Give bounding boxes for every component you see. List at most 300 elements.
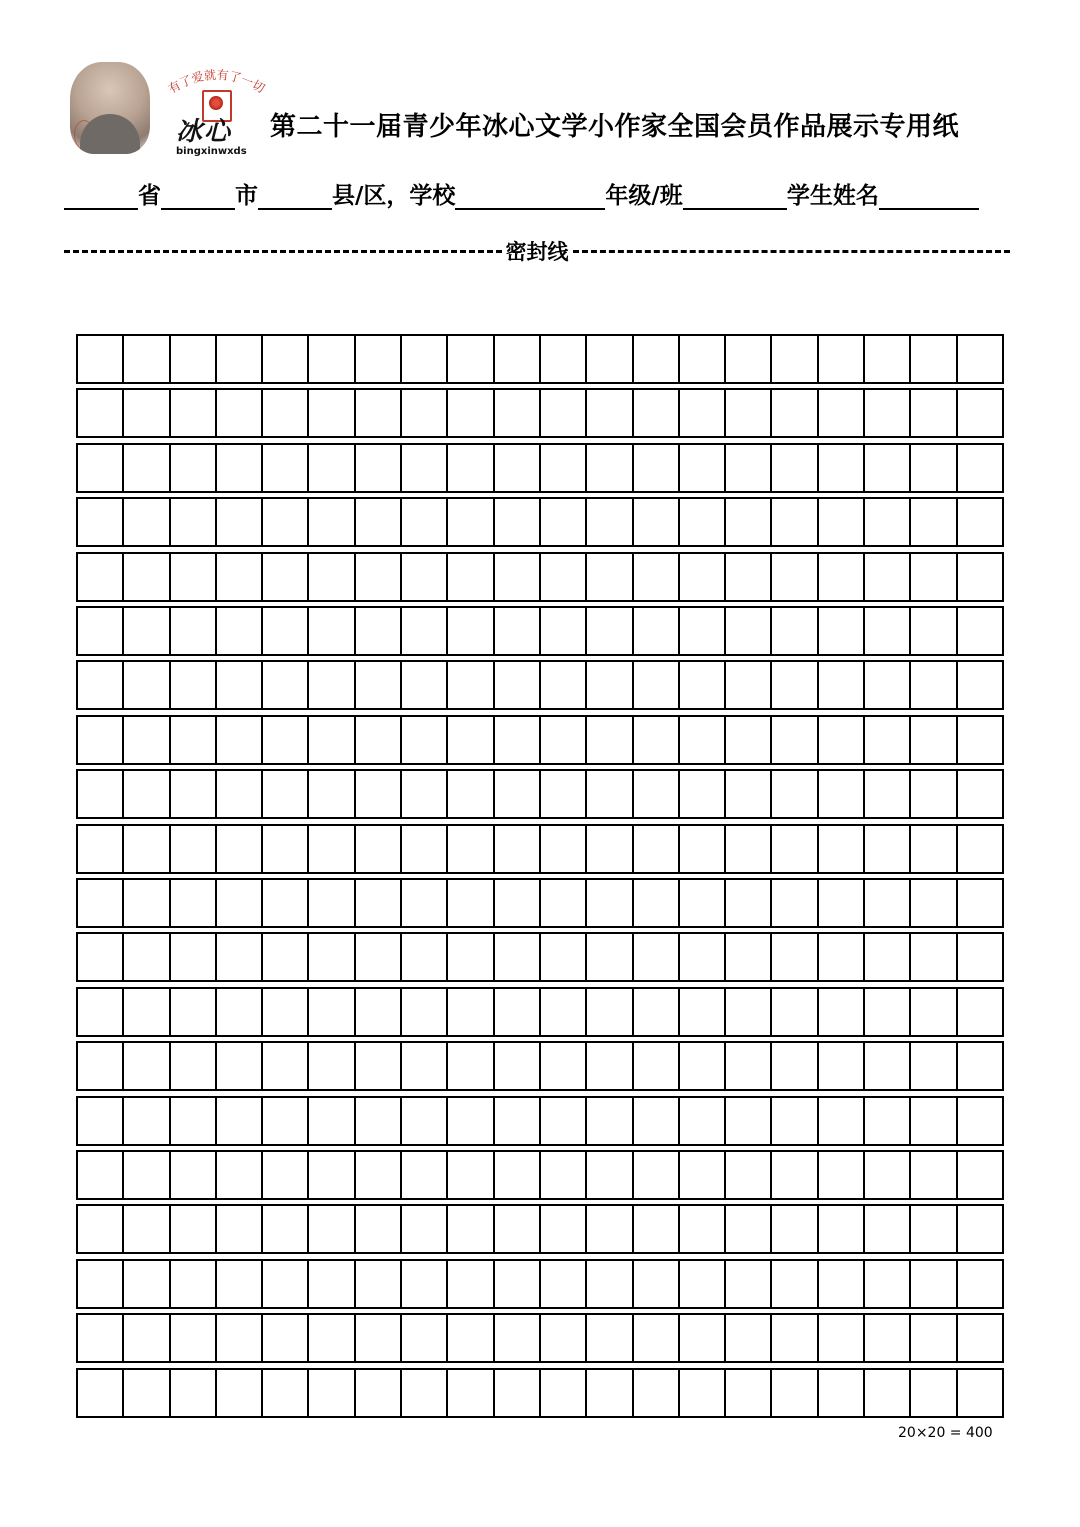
grid-cell[interactable] <box>356 771 402 817</box>
grid-cell[interactable] <box>309 1098 355 1144</box>
grid-cell[interactable] <box>958 1315 1002 1361</box>
grid-cell[interactable] <box>402 1043 448 1089</box>
grid-cell[interactable] <box>448 826 494 872</box>
grid-cell[interactable] <box>309 1261 355 1307</box>
grid-cell[interactable] <box>356 826 402 872</box>
grid-cell[interactable] <box>309 1370 355 1416</box>
grid-cell[interactable] <box>634 662 680 708</box>
grid-cell[interactable] <box>819 499 865 545</box>
grid-cell[interactable] <box>911 1261 957 1307</box>
grid-cell[interactable] <box>78 499 124 545</box>
grid-cell[interactable] <box>772 1315 818 1361</box>
grid-cell[interactable] <box>263 771 309 817</box>
grid-cell[interactable] <box>171 880 217 926</box>
grid-cell[interactable] <box>587 717 633 763</box>
grid-cell[interactable] <box>448 336 494 382</box>
grid-cell[interactable] <box>726 1043 772 1089</box>
grid-cell[interactable] <box>772 1261 818 1307</box>
grid-cell[interactable] <box>680 390 726 436</box>
grid-cell[interactable] <box>541 1152 587 1198</box>
grid-cell[interactable] <box>309 554 355 600</box>
grid-cell[interactable] <box>448 1043 494 1089</box>
grid-cell[interactable] <box>541 608 587 654</box>
grid-cell[interactable] <box>541 336 587 382</box>
grid-cell[interactable] <box>263 717 309 763</box>
grid-cell[interactable] <box>171 771 217 817</box>
grid-cell[interactable] <box>263 826 309 872</box>
grid-cell[interactable] <box>726 771 772 817</box>
grid-cell[interactable] <box>772 445 818 491</box>
grid-cell[interactable] <box>680 880 726 926</box>
grid-cell[interactable] <box>819 445 865 491</box>
grid-cell[interactable] <box>171 1370 217 1416</box>
grid-cell[interactable] <box>217 1315 263 1361</box>
grid-cell[interactable] <box>495 554 541 600</box>
grid-cell[interactable] <box>634 1261 680 1307</box>
grid-cell[interactable] <box>819 717 865 763</box>
grid-cell[interactable] <box>958 554 1002 600</box>
grid-cell[interactable] <box>541 1043 587 1089</box>
grid-cell[interactable] <box>865 771 911 817</box>
grid-cell[interactable] <box>495 499 541 545</box>
grid-cell[interactable] <box>263 1043 309 1089</box>
grid-cell[interactable] <box>726 336 772 382</box>
grid-cell[interactable] <box>680 445 726 491</box>
grid-cell[interactable] <box>865 336 911 382</box>
grid-cell[interactable] <box>171 1315 217 1361</box>
grid-cell[interactable] <box>819 1315 865 1361</box>
grid-cell[interactable] <box>78 1152 124 1198</box>
grid-cell[interactable] <box>448 1370 494 1416</box>
grid-cell[interactable] <box>495 717 541 763</box>
grid-cell[interactable] <box>309 336 355 382</box>
grid-cell[interactable] <box>217 717 263 763</box>
grid-cell[interactable] <box>541 662 587 708</box>
grid-cell[interactable] <box>171 336 217 382</box>
grid-cell[interactable] <box>309 608 355 654</box>
grid-cell[interactable] <box>587 880 633 926</box>
grid-cell[interactable] <box>217 771 263 817</box>
grid-cell[interactable] <box>680 1315 726 1361</box>
grid-cell[interactable] <box>587 1315 633 1361</box>
grid-cell[interactable] <box>726 445 772 491</box>
grid-cell[interactable] <box>819 1043 865 1089</box>
grid-cell[interactable] <box>634 1370 680 1416</box>
grid-cell[interactable] <box>958 717 1002 763</box>
grid-cell[interactable] <box>680 1043 726 1089</box>
grid-cell[interactable] <box>587 989 633 1035</box>
grid-cell[interactable] <box>356 934 402 980</box>
grid-cell[interactable] <box>541 880 587 926</box>
grid-cell[interactable] <box>78 934 124 980</box>
grid-cell[interactable] <box>78 1043 124 1089</box>
grid-cell[interactable] <box>171 826 217 872</box>
grid-cell[interactable] <box>680 1098 726 1144</box>
grid-cell[interactable] <box>772 989 818 1035</box>
grid-cell[interactable] <box>865 662 911 708</box>
grid-cell[interactable] <box>495 989 541 1035</box>
grid-cell[interactable] <box>772 1043 818 1089</box>
grid-cell[interactable] <box>78 336 124 382</box>
grid-cell[interactable] <box>124 608 170 654</box>
grid-cell[interactable] <box>680 1370 726 1416</box>
grid-cell[interactable] <box>402 1098 448 1144</box>
grid-cell[interactable] <box>217 934 263 980</box>
grid-cell[interactable] <box>772 771 818 817</box>
grid-cell[interactable] <box>356 608 402 654</box>
grid-cell[interactable] <box>726 1098 772 1144</box>
grid-cell[interactable] <box>541 499 587 545</box>
grid-cell[interactable] <box>634 934 680 980</box>
grid-cell[interactable] <box>958 771 1002 817</box>
grid-cell[interactable] <box>726 1261 772 1307</box>
grid-cell[interactable] <box>541 934 587 980</box>
grid-cell[interactable] <box>911 1098 957 1144</box>
grid-cell[interactable] <box>124 934 170 980</box>
grid-cell[interactable] <box>309 1315 355 1361</box>
grid-cell[interactable] <box>911 662 957 708</box>
grid-cell[interactable] <box>865 934 911 980</box>
grid-cell[interactable] <box>865 608 911 654</box>
grid-cell[interactable] <box>634 880 680 926</box>
grid-cell[interactable] <box>634 826 680 872</box>
grid-cell[interactable] <box>171 717 217 763</box>
grid-cell[interactable] <box>865 390 911 436</box>
grid-cell[interactable] <box>726 826 772 872</box>
grid-cell[interactable] <box>263 336 309 382</box>
grid-cell[interactable] <box>958 499 1002 545</box>
grid-cell[interactable] <box>634 771 680 817</box>
grade-class-blank[interactable] <box>683 182 787 210</box>
grid-cell[interactable] <box>402 771 448 817</box>
grid-cell[interactable] <box>495 336 541 382</box>
grid-cell[interactable] <box>958 1043 1002 1089</box>
grid-cell[interactable] <box>911 499 957 545</box>
grid-cell[interactable] <box>819 934 865 980</box>
grid-cell[interactable] <box>587 771 633 817</box>
grid-cell[interactable] <box>772 1370 818 1416</box>
grid-cell[interactable] <box>958 662 1002 708</box>
grid-cell[interactable] <box>356 554 402 600</box>
grid-cell[interactable] <box>680 989 726 1035</box>
grid-cell[interactable] <box>587 390 633 436</box>
grid-cell[interactable] <box>726 554 772 600</box>
grid-cell[interactable] <box>217 880 263 926</box>
grid-cell[interactable] <box>78 608 124 654</box>
grid-cell[interactable] <box>772 1098 818 1144</box>
grid-cell[interactable] <box>263 1370 309 1416</box>
grid-cell[interactable] <box>911 1152 957 1198</box>
grid-cell[interactable] <box>958 608 1002 654</box>
grid-cell[interactable] <box>263 989 309 1035</box>
grid-cell[interactable] <box>587 336 633 382</box>
grid-cell[interactable] <box>171 1098 217 1144</box>
grid-cell[interactable] <box>495 1315 541 1361</box>
grid-cell[interactable] <box>124 1152 170 1198</box>
grid-cell[interactable] <box>819 1152 865 1198</box>
grid-cell[interactable] <box>772 662 818 708</box>
grid-cell[interactable] <box>171 662 217 708</box>
grid-cell[interactable] <box>78 554 124 600</box>
grid-cell[interactable] <box>865 554 911 600</box>
grid-cell[interactable] <box>911 1370 957 1416</box>
grid-cell[interactable] <box>541 771 587 817</box>
grid-cell[interactable] <box>495 1261 541 1307</box>
grid-cell[interactable] <box>356 1206 402 1252</box>
grid-cell[interactable] <box>402 554 448 600</box>
grid-cell[interactable] <box>402 1152 448 1198</box>
grid-cell[interactable] <box>634 499 680 545</box>
grid-cell[interactable] <box>958 445 1002 491</box>
grid-cell[interactable] <box>772 717 818 763</box>
grid-cell[interactable] <box>634 554 680 600</box>
grid-cell[interactable] <box>495 662 541 708</box>
grid-cell[interactable] <box>309 989 355 1035</box>
grid-cell[interactable] <box>772 554 818 600</box>
grid-cell[interactable] <box>448 608 494 654</box>
grid-cell[interactable] <box>680 826 726 872</box>
grid-cell[interactable] <box>587 1152 633 1198</box>
grid-cell[interactable] <box>309 499 355 545</box>
grid-cell[interactable] <box>772 390 818 436</box>
grid-cell[interactable] <box>124 826 170 872</box>
grid-cell[interactable] <box>680 336 726 382</box>
grid-cell[interactable] <box>726 934 772 980</box>
grid-cell[interactable] <box>171 1261 217 1307</box>
grid-cell[interactable] <box>680 1261 726 1307</box>
grid-cell[interactable] <box>124 989 170 1035</box>
grid-cell[interactable] <box>911 717 957 763</box>
grid-cell[interactable] <box>772 1152 818 1198</box>
grid-cell[interactable] <box>356 717 402 763</box>
grid-cell[interactable] <box>171 1043 217 1089</box>
grid-cell[interactable] <box>541 1098 587 1144</box>
grid-cell[interactable] <box>402 608 448 654</box>
grid-cell[interactable] <box>402 934 448 980</box>
grid-cell[interactable] <box>78 989 124 1035</box>
grid-cell[interactable] <box>587 1098 633 1144</box>
grid-cell[interactable] <box>865 1152 911 1198</box>
grid-cell[interactable] <box>263 1261 309 1307</box>
grid-cell[interactable] <box>448 390 494 436</box>
grid-cell[interactable] <box>78 880 124 926</box>
grid-cell[interactable] <box>772 880 818 926</box>
grid-cell[interactable] <box>78 1098 124 1144</box>
grid-cell[interactable] <box>726 880 772 926</box>
grid-cell[interactable] <box>772 826 818 872</box>
grid-cell[interactable] <box>495 934 541 980</box>
grid-cell[interactable] <box>217 390 263 436</box>
grid-cell[interactable] <box>958 336 1002 382</box>
grid-cell[interactable] <box>587 499 633 545</box>
grid-cell[interactable] <box>356 336 402 382</box>
grid-cell[interactable] <box>680 554 726 600</box>
grid-cell[interactable] <box>541 1370 587 1416</box>
grid-cell[interactable] <box>263 880 309 926</box>
grid-cell[interactable] <box>448 1315 494 1361</box>
grid-cell[interactable] <box>772 1206 818 1252</box>
grid-cell[interactable] <box>124 445 170 491</box>
grid-cell[interactable] <box>78 390 124 436</box>
province-blank[interactable] <box>64 182 138 210</box>
grid-cell[interactable] <box>171 608 217 654</box>
grid-cell[interactable] <box>356 445 402 491</box>
grid-cell[interactable] <box>124 1098 170 1144</box>
grid-cell[interactable] <box>263 1315 309 1361</box>
grid-cell[interactable] <box>171 390 217 436</box>
grid-cell[interactable] <box>171 934 217 980</box>
grid-cell[interactable] <box>541 1315 587 1361</box>
grid-cell[interactable] <box>356 662 402 708</box>
grid-cell[interactable] <box>819 771 865 817</box>
grid-cell[interactable] <box>356 1315 402 1361</box>
grid-cell[interactable] <box>865 1098 911 1144</box>
grid-cell[interactable] <box>402 499 448 545</box>
grid-cell[interactable] <box>495 608 541 654</box>
grid-cell[interactable] <box>402 445 448 491</box>
grid-cell[interactable] <box>217 1370 263 1416</box>
grid-cell[interactable] <box>171 989 217 1035</box>
grid-cell[interactable] <box>911 1315 957 1361</box>
grid-cell[interactable] <box>726 1206 772 1252</box>
grid-cell[interactable] <box>124 662 170 708</box>
grid-cell[interactable] <box>171 445 217 491</box>
grid-cell[interactable] <box>448 934 494 980</box>
grid-cell[interactable] <box>124 390 170 436</box>
grid-cell[interactable] <box>402 1206 448 1252</box>
grid-cell[interactable] <box>495 390 541 436</box>
grid-cell[interactable] <box>356 880 402 926</box>
grid-cell[interactable] <box>819 1370 865 1416</box>
grid-cell[interactable] <box>402 390 448 436</box>
grid-cell[interactable] <box>680 717 726 763</box>
grid-cell[interactable] <box>78 662 124 708</box>
grid-cell[interactable] <box>78 1261 124 1307</box>
grid-cell[interactable] <box>217 499 263 545</box>
grid-cell[interactable] <box>309 771 355 817</box>
grid-cell[interactable] <box>726 1315 772 1361</box>
grid-cell[interactable] <box>402 717 448 763</box>
grid-cell[interactable] <box>309 390 355 436</box>
grid-cell[interactable] <box>309 934 355 980</box>
grid-cell[interactable] <box>819 989 865 1035</box>
grid-cell[interactable] <box>263 499 309 545</box>
grid-cell[interactable] <box>448 1152 494 1198</box>
grid-cell[interactable] <box>911 445 957 491</box>
grid-cell[interactable] <box>124 771 170 817</box>
grid-cell[interactable] <box>726 662 772 708</box>
grid-cell[interactable] <box>680 934 726 980</box>
grid-cell[interactable] <box>865 1206 911 1252</box>
grid-cell[interactable] <box>402 662 448 708</box>
grid-cell[interactable] <box>402 989 448 1035</box>
grid-cell[interactable] <box>217 1043 263 1089</box>
grid-cell[interactable] <box>124 1206 170 1252</box>
grid-cell[interactable] <box>124 717 170 763</box>
grid-cell[interactable] <box>911 1206 957 1252</box>
grid-cell[interactable] <box>587 662 633 708</box>
grid-cell[interactable] <box>78 1315 124 1361</box>
grid-cell[interactable] <box>309 1152 355 1198</box>
grid-cell[interactable] <box>726 390 772 436</box>
grid-cell[interactable] <box>124 336 170 382</box>
grid-cell[interactable] <box>495 880 541 926</box>
grid-cell[interactable] <box>309 717 355 763</box>
grid-cell[interactable] <box>911 771 957 817</box>
school-blank[interactable] <box>455 182 605 210</box>
grid-cell[interactable] <box>495 1370 541 1416</box>
grid-cell[interactable] <box>356 1152 402 1198</box>
grid-cell[interactable] <box>356 499 402 545</box>
grid-cell[interactable] <box>309 1043 355 1089</box>
grid-cell[interactable] <box>634 1098 680 1144</box>
grid-cell[interactable] <box>402 336 448 382</box>
grid-cell[interactable] <box>495 1206 541 1252</box>
grid-cell[interactable] <box>634 336 680 382</box>
grid-cell[interactable] <box>124 554 170 600</box>
grid-cell[interactable] <box>726 1152 772 1198</box>
grid-cell[interactable] <box>634 989 680 1035</box>
grid-cell[interactable] <box>680 662 726 708</box>
grid-cell[interactable] <box>865 880 911 926</box>
grid-cell[interactable] <box>495 771 541 817</box>
grid-cell[interactable] <box>495 1152 541 1198</box>
grid-cell[interactable] <box>171 1152 217 1198</box>
grid-cell[interactable] <box>217 608 263 654</box>
grid-cell[interactable] <box>958 390 1002 436</box>
grid-cell[interactable] <box>911 336 957 382</box>
grid-cell[interactable] <box>217 662 263 708</box>
grid-cell[interactable] <box>680 1206 726 1252</box>
grid-cell[interactable] <box>309 662 355 708</box>
grid-cell[interactable] <box>448 717 494 763</box>
grid-cell[interactable] <box>819 608 865 654</box>
grid-cell[interactable] <box>356 1043 402 1089</box>
grid-cell[interactable] <box>587 1261 633 1307</box>
grid-cell[interactable] <box>680 499 726 545</box>
grid-cell[interactable] <box>541 989 587 1035</box>
grid-cell[interactable] <box>911 1043 957 1089</box>
grid-cell[interactable] <box>865 499 911 545</box>
grid-cell[interactable] <box>865 1315 911 1361</box>
grid-cell[interactable] <box>680 608 726 654</box>
grid-cell[interactable] <box>124 1043 170 1089</box>
grid-cell[interactable] <box>587 1370 633 1416</box>
grid-cell[interactable] <box>819 826 865 872</box>
grid-cell[interactable] <box>124 1315 170 1361</box>
grid-cell[interactable] <box>634 1315 680 1361</box>
grid-cell[interactable] <box>495 1098 541 1144</box>
grid-cell[interactable] <box>448 662 494 708</box>
grid-cell[interactable] <box>217 1152 263 1198</box>
grid-cell[interactable] <box>217 989 263 1035</box>
grid-cell[interactable] <box>217 826 263 872</box>
grid-cell[interactable] <box>911 880 957 926</box>
grid-cell[interactable] <box>772 499 818 545</box>
grid-cell[interactable] <box>448 499 494 545</box>
grid-cell[interactable] <box>865 1370 911 1416</box>
grid-cell[interactable] <box>495 445 541 491</box>
grid-cell[interactable] <box>958 989 1002 1035</box>
grid-cell[interactable] <box>217 1261 263 1307</box>
grid-cell[interactable] <box>78 1370 124 1416</box>
grid-cell[interactable] <box>958 1370 1002 1416</box>
grid-cell[interactable] <box>541 826 587 872</box>
grid-cell[interactable] <box>911 826 957 872</box>
grid-cell[interactable] <box>263 390 309 436</box>
city-blank[interactable] <box>161 182 235 210</box>
grid-cell[interactable] <box>78 826 124 872</box>
